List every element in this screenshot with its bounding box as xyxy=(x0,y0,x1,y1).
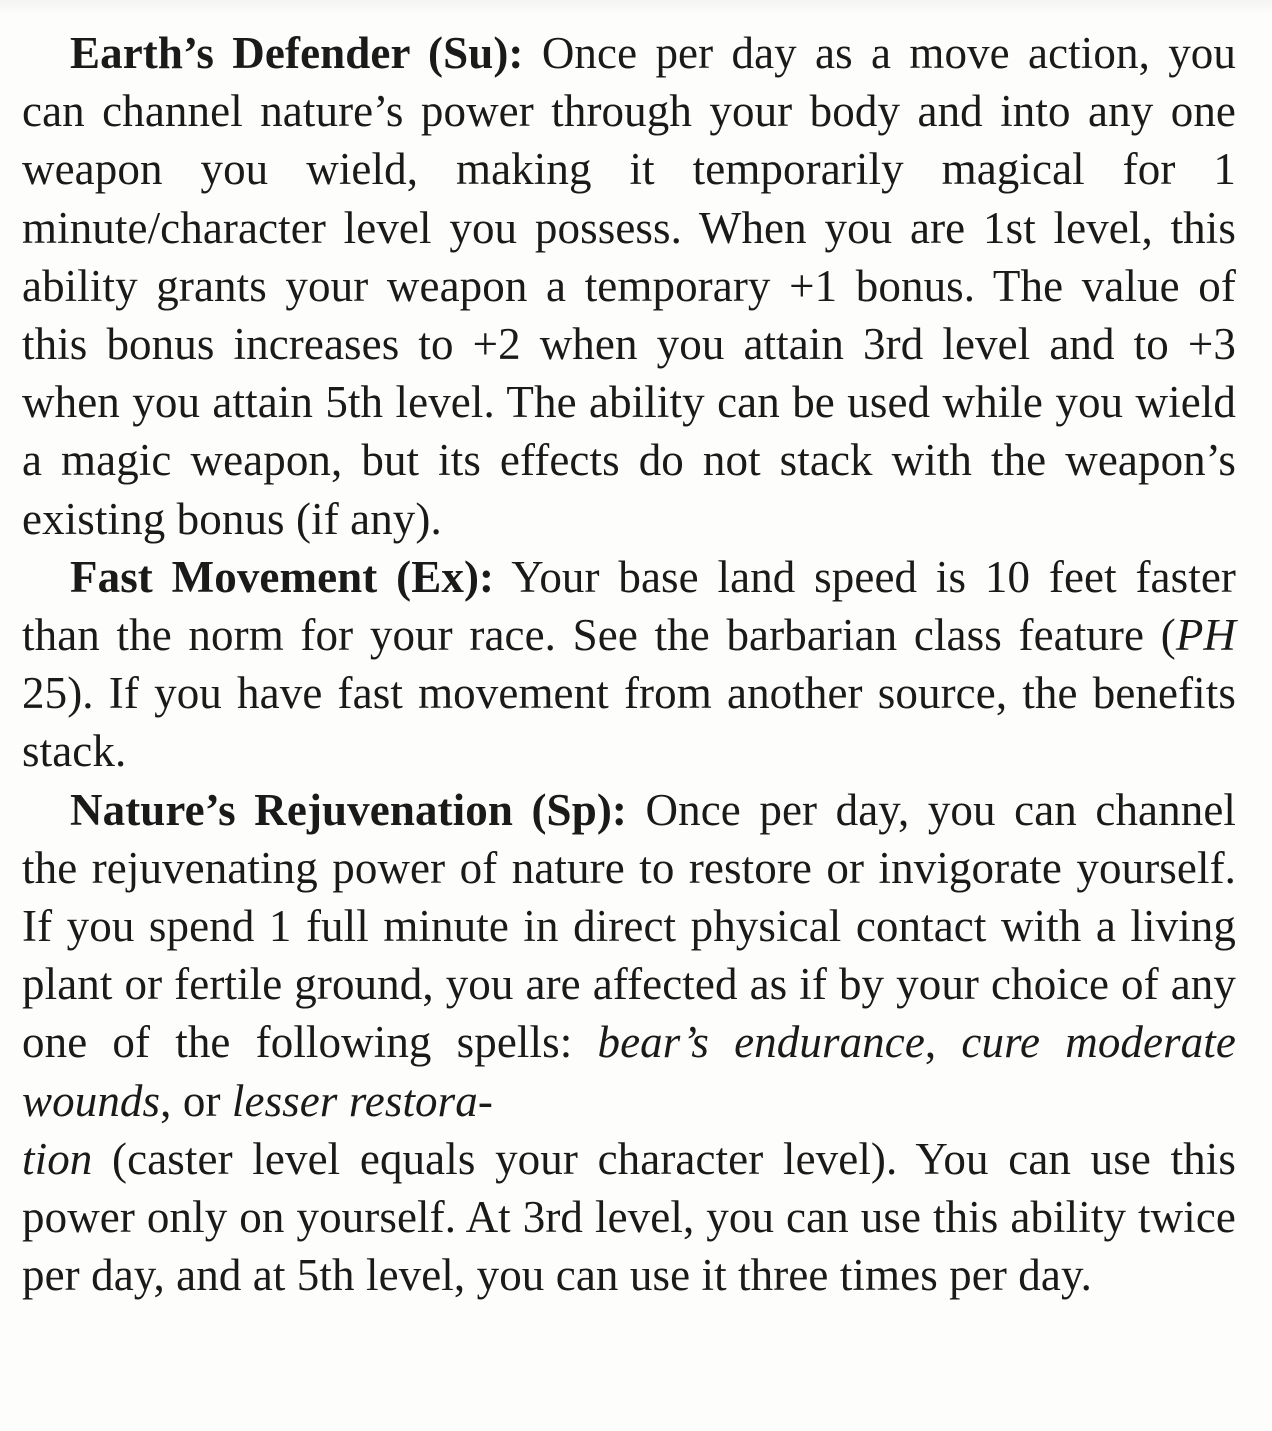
spell-lesser-restoration-part1: lesser restora- xyxy=(231,1075,493,1126)
book-reference: PH xyxy=(1175,610,1236,661)
spell-bears-endurance: bear’s endurance xyxy=(597,1017,925,1068)
term-fast-movement: Fast Movement (Ex): xyxy=(70,551,495,602)
spell-separator-1: , xyxy=(924,1017,962,1068)
spell-separator-2: , or xyxy=(160,1075,232,1126)
text-earths-defender: Once per day as a move action, you can channel nature’s power through your body and into any one weapon you wield, making it temporarily magical for 1 minute/character level you possess. When you are 1st level, this ability grants your weapon a temporary +1 bonus. The value of this bonus increases to +2 when you attain 3rd level and to +3 when you attain 5th level. The ability can be used while you wield a magic weapon, but its effects do not stack with the weapon’s existing bonus (if any). xyxy=(22,28,1237,544)
spell-cure-moderate-wounds: cure moderate wounds xyxy=(22,1017,1236,1126)
text-fast-movement-before: Your base land speed is 10 feet faster than the norm for your race. See the barbarian class feature ( xyxy=(22,551,1236,661)
spell-lesser-restoration-part2: tion xyxy=(22,1133,93,1184)
term-natures-rejuvenation: Nature’s Rejuvenation (Sp): xyxy=(70,784,627,835)
text-rejuvenation-after: (caster level equals your character level). You can use this power only on yourself. At 3rd level, you can use this ability twice per day, and at 5th level, you can use it three times per day. xyxy=(22,1133,1236,1301)
paragraph-natures-rejuvenation xyxy=(22,781,1236,1305)
term-earths-defender: Earth’s Defender (Su): xyxy=(70,28,524,78)
text-rejuvenation-before: Once per day, you can channel the rejuvenating power of nature to restore or invigorate yourself. If you spend 1 full minute in direct physical contact with a living plant or fertile ground, you are affected as if by your choice of any one of the following spells: xyxy=(22,784,1236,1068)
text-fast-movement-after: 25). If you have fast movement from another source, the benefits stack. xyxy=(22,668,1236,777)
paragraph-earths-defender xyxy=(22,24,1236,548)
paragraph-fast-movement xyxy=(22,548,1236,781)
